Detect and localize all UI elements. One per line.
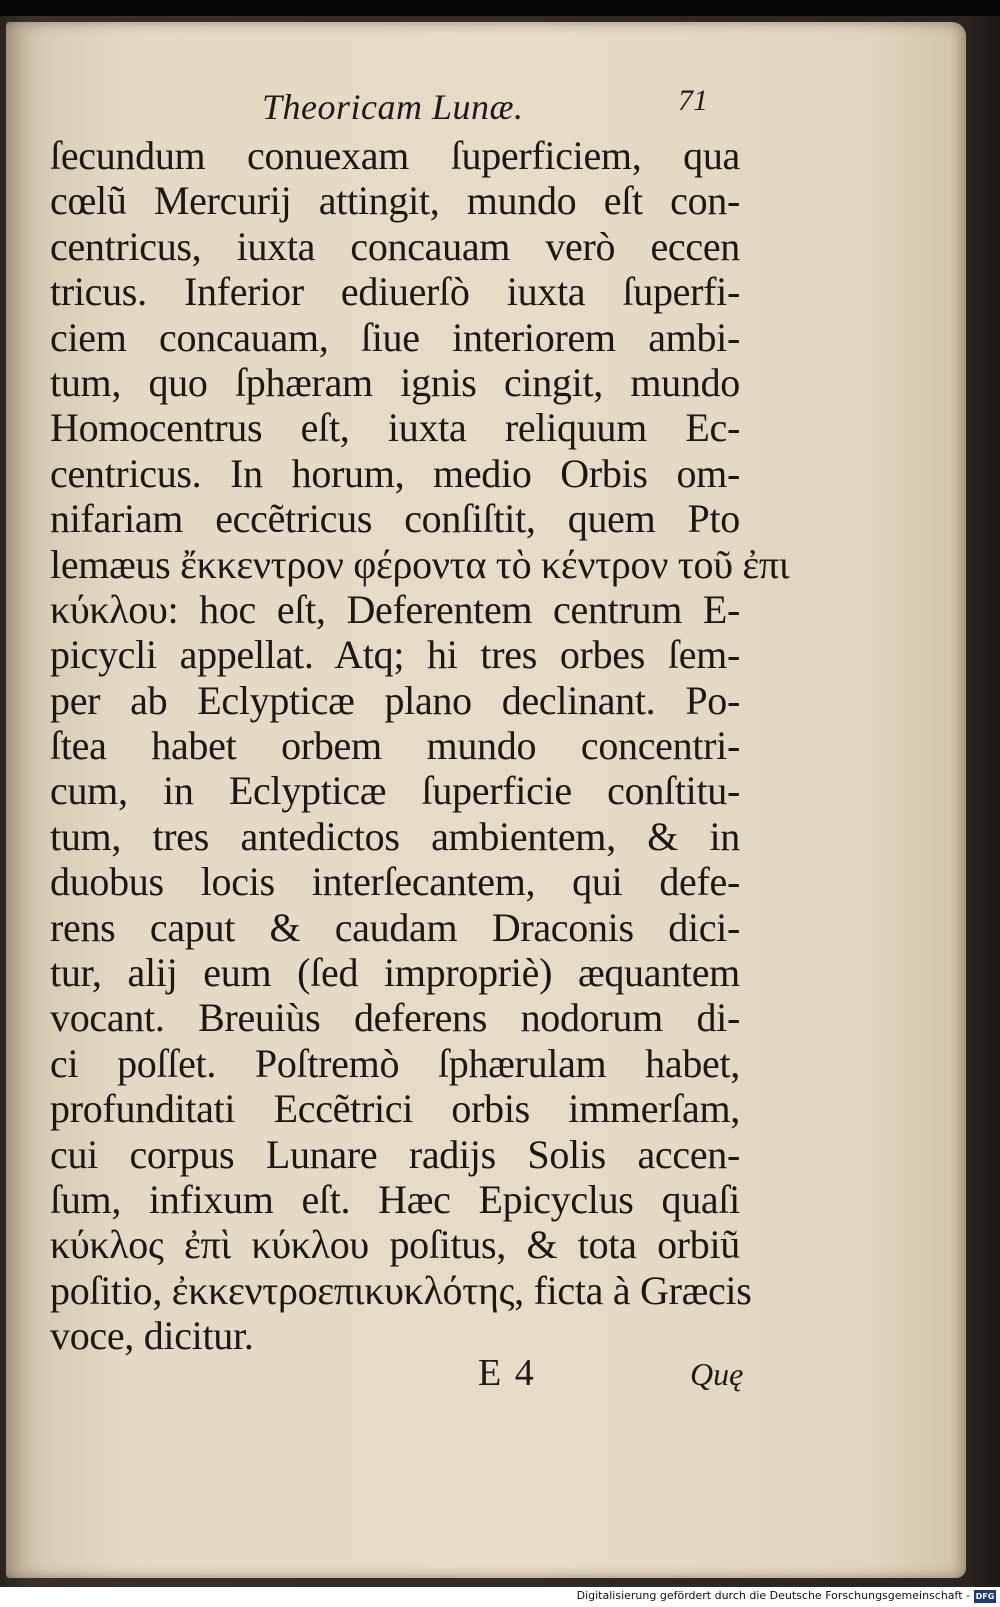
text-line: tum, quo ſphæram ignis cingit, mundo <box>50 359 740 405</box>
text-line: ciem concauam, ſiue interiorem ambi- <box>50 314 740 360</box>
catchword: Quę <box>690 1356 744 1392</box>
text-line: voce, dicitur. <box>50 1313 254 1359</box>
text-line: tum, tres antedictos ambientem, & in <box>50 813 740 859</box>
text-line: tur, alij eum (ſed impropriè) æquantem <box>50 950 740 996</box>
text-line: tricus. Inferior ediuerſò iuxta ſuperfi- <box>50 269 740 315</box>
text-line: κύκλου: hoc eſt, Deferentem centrum E- <box>50 586 740 632</box>
text-line: per ab Eclypticæ plano declinant. Po- <box>50 677 740 723</box>
text-line: Homocentrus eſt, iuxta reliquum Ec- <box>50 405 740 451</box>
text-line: nifariam eccẽtricus conſiſtit, quem Pto <box>50 496 740 542</box>
text-line: poſitio, ἐκκεντροεπικυκλότης, ficta à Græcis <box>50 1267 752 1313</box>
running-head: Theoricam Lunæ. <box>262 87 524 127</box>
credit-bar <box>0 1587 1000 1607</box>
text-line: vocant. Breuiùs deferens nodorum di- <box>50 995 740 1041</box>
text-line: profunditati Eccẽtrici orbis immerſam, <box>50 1086 740 1132</box>
credit-text: Digitalisierung gefördert durch die Deutsche Forschungsgemeinschaft - <box>576 1589 970 1602</box>
text-line: ſtea habet orbem mundo concentri- <box>50 723 740 769</box>
text-line: rens caput & caudam Draconis dici- <box>50 904 740 950</box>
text-line: ſum, infixum eſt. Hæc Epicyclus quaſi <box>50 1176 740 1222</box>
text-line: ci poſſet. Poſtremò ſphærulam habet, <box>50 1040 740 1086</box>
text-line: ſecundum conuexam ſuperficiem, qua <box>50 133 740 178</box>
text-line: centricus, iuxta concauam verò eccen <box>50 223 740 269</box>
text-line: cui corpus Lunare radijs Solis accen- <box>50 1131 740 1177</box>
page-number: 71 <box>678 84 708 117</box>
signature-mark: E 4 <box>478 1352 536 1394</box>
text-line: cum, in Eclypticæ ſuperficie conſtitu- <box>50 768 740 814</box>
text-line: κύκλος ἐπὶ κύκλου poſitus, & tota orbiũ <box>50 1222 740 1268</box>
text-line: picycli appellat. Atq; hi tres orbes ſem- <box>50 632 740 678</box>
text-line: lemæus ἔκκεντρον φέροντα τὸ κέντρον τοῦ ἐπι <box>50 541 790 587</box>
text-line: centricus. In horum, medio Orbis om- <box>50 450 740 496</box>
text-line: cœlũ Mercurij attingit, mundo eſt con- <box>50 178 740 224</box>
text-line: duobus locis interſecantem, qui defe- <box>50 859 740 905</box>
body-text <box>50 133 790 1359</box>
dfg-logo: DFG <box>975 1592 995 1601</box>
